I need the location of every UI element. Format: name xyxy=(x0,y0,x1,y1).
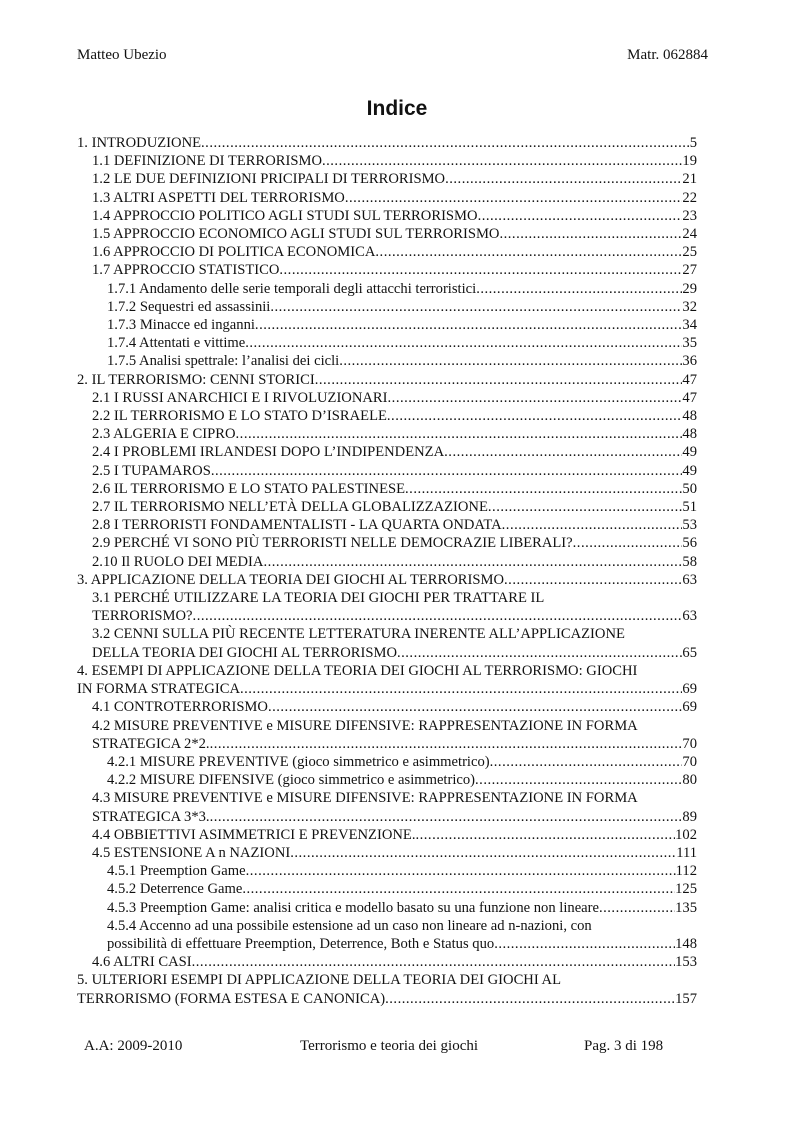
academic-year: A.A: 2009-2010 xyxy=(84,1038,183,1054)
author-name: Matteo Ubezio xyxy=(77,47,167,63)
dot-leader xyxy=(388,389,683,407)
toc-entry-page: 27 xyxy=(682,262,697,279)
toc-entry-title: 2.3 ALGERIA E CIPRO xyxy=(92,426,236,443)
toc-entry-title: 2.9 PERCHÉ VI SONO PIÙ TERRORISTI NELLE DEMOCRAZIE LIBERALI? xyxy=(92,535,573,552)
dot-leader xyxy=(499,225,682,243)
toc-entry-page: 65 xyxy=(682,644,697,661)
toc-entry-title: 4.1 CONTROTERRORISMO xyxy=(92,699,268,716)
toc-entry xyxy=(77,298,697,316)
toc-entry-title: 3. APPLICAZIONE DELLA TEORIA DEI GIOCHI AL TERRORISMO xyxy=(77,571,505,588)
dot-leader xyxy=(490,753,683,771)
toc-entry-page: 48 xyxy=(682,426,697,443)
toc-entry-page: 50 xyxy=(682,480,697,497)
dot-leader xyxy=(339,352,682,370)
toc-entry xyxy=(77,170,697,188)
toc-entry-title: 2. IL TERRORISMO: CENNI STORICI xyxy=(77,371,315,388)
toc-entry xyxy=(77,152,697,170)
toc-entry-page: 89 xyxy=(682,808,697,825)
toc-entry-page: 23 xyxy=(682,207,697,224)
toc-entry-page: 51 xyxy=(682,499,697,516)
toc-entry xyxy=(77,389,697,407)
toc-entry xyxy=(77,662,697,698)
toc-entry-title: 5. ULTERIORI ESEMPI DI APPLICAZIONE DELLA TEORIA DEI GIOCHI AL xyxy=(77,972,562,989)
toc-entry-title: 4.5.4 Accenno ad una possibile estensione ad un caso non lineare ad n-nazioni, con xyxy=(107,917,592,934)
dot-leader xyxy=(345,189,683,207)
toc-entry xyxy=(77,443,697,461)
toc-entry xyxy=(77,826,697,844)
toc-entry-page: 47 xyxy=(682,371,697,388)
thesis-subject: Terrorismo e teoria dei giochi xyxy=(300,1038,479,1054)
toc-entry-page: 19 xyxy=(682,153,697,170)
dot-leader xyxy=(240,680,682,698)
dot-leader xyxy=(475,771,682,789)
toc-entry-title: 1.5 APPROCCIO ECONOMICO AGLI STUDI SUL TERRORISMO xyxy=(92,226,500,243)
toc-entry-title: 3.1 PERCHÉ UTILIZZARE LA TEORIA DEI GIOCHI PER TRATTARE IL xyxy=(92,590,545,607)
toc-entry-title: 4. ESEMPI DI APPLICAZIONE DELLA TEORIA DEI GIOCHI AL TERRORISMO: GIOCHI xyxy=(77,662,638,679)
dot-leader xyxy=(270,298,682,316)
dot-leader xyxy=(242,880,675,898)
toc-entry-title: 1.7.3 Minacce ed inganni xyxy=(107,317,255,334)
dot-leader xyxy=(236,425,683,443)
toc-entry-title: 4.2.2 MISURE DIFENSIVE (gioco simmetrico e asimmetrico) xyxy=(107,772,476,789)
toc-entry-title: 4.3 MISURE PREVENTIVE e MISURE DIFENSIVE: RAPPRESENTAZIONE IN FORMA xyxy=(92,790,638,807)
toc-entry-title: 2.1 I RUSSI ANARCHICI E I RIVOLUZIONARI xyxy=(92,389,388,406)
toc-entry-title: 1. INTRODUZIONE xyxy=(77,135,202,151)
toc-entry-title: STRATEGICA 3*3. xyxy=(92,808,210,825)
toc-entry-page: 49 xyxy=(682,462,697,479)
toc-entry xyxy=(77,207,697,225)
dot-leader xyxy=(246,862,676,880)
toc-entry-title: 1.7 APPROCCIO STATISTICO xyxy=(92,262,280,279)
toc-entry xyxy=(77,917,697,953)
toc-entry-page: 49 xyxy=(682,444,697,461)
toc-entry xyxy=(77,771,697,789)
toc-entry-page: 25 xyxy=(682,244,697,261)
dot-leader xyxy=(245,334,682,352)
toc-entry-page: 63 xyxy=(682,571,697,588)
dot-leader xyxy=(502,516,683,534)
toc-entry-title: 1.7.4 Attentati e vittime xyxy=(107,335,246,352)
toc-entry-page: 69 xyxy=(682,699,697,716)
dot-leader xyxy=(263,553,682,571)
toc-entry-title: 2.4 I PROBLEMI IRLANDESI DOPO L’INDIPENDENZA xyxy=(92,444,445,461)
table-of-contents xyxy=(77,134,697,1008)
toc-entry xyxy=(77,134,697,152)
dot-leader xyxy=(255,316,682,334)
toc-entry-page: 153 xyxy=(675,954,697,971)
toc-entry xyxy=(77,243,697,261)
dot-leader xyxy=(573,534,683,552)
dot-leader xyxy=(488,498,683,516)
toc-entry xyxy=(77,425,697,443)
dot-leader xyxy=(599,899,675,917)
toc-entry-page: 48 xyxy=(682,408,697,425)
toc-entry-page: 32 xyxy=(682,298,697,315)
dot-leader xyxy=(385,990,675,1008)
toc-entry xyxy=(77,280,697,298)
dot-leader xyxy=(211,462,683,480)
toc-entry-title: 1.4 APPROCCIO POLITICO AGLI STUDI SUL TERRORISMO xyxy=(92,207,478,224)
matricola: Matr. 062884 xyxy=(627,47,708,63)
page-footer xyxy=(0,1038,794,1058)
dot-leader xyxy=(290,844,676,862)
toc-entry-page: 111 xyxy=(676,844,697,861)
toc-entry-page: 53 xyxy=(682,517,697,534)
toc-entry-title: 3.2 CENNI SULLA PIÙ RECENTE LETTERATURA INERENTE ALL’APPLICAZIONE xyxy=(92,626,625,643)
toc-entry-title: 1.2 LE DUE DEFINIZIONI PRICIPALI DI TERRORISMO xyxy=(92,171,446,188)
page-title: Indice xyxy=(366,97,428,120)
toc-entry-title: 4.6 ALTRI CASI xyxy=(92,954,192,971)
toc-entry-title: 1.7.2 Sequestri ed assassinii xyxy=(107,298,271,315)
dot-leader xyxy=(268,698,682,716)
toc-entry xyxy=(77,899,697,917)
toc-entry-page: 70 xyxy=(682,735,697,752)
toc-entry xyxy=(77,334,697,352)
toc-entry-page: 69 xyxy=(682,681,697,698)
toc-entry xyxy=(77,589,697,625)
toc-entry-title: possibilità di effettuare Preemption, Deterrence, Both e Status quo xyxy=(107,935,495,952)
toc-entry-page: 56 xyxy=(682,535,697,552)
toc-entry-title: 1.6 APPROCCIO DI POLITICA ECONOMICA xyxy=(92,244,376,261)
dot-leader xyxy=(494,935,675,953)
toc-entry-page: 63 xyxy=(682,608,697,625)
toc-entry-page: 5 xyxy=(689,135,697,151)
dot-leader xyxy=(476,280,682,298)
toc-entry-title: 2.10 Il RUOLO DEI MEDIA xyxy=(92,553,264,570)
dot-leader xyxy=(504,571,682,589)
toc-entry-page: 35 xyxy=(682,335,697,352)
toc-entry xyxy=(77,225,697,243)
dot-leader xyxy=(192,953,676,971)
toc-entry-page: 58 xyxy=(682,553,697,570)
dot-leader xyxy=(445,170,682,188)
toc-entry xyxy=(77,753,697,771)
toc-entry xyxy=(77,789,697,825)
toc-entry-title: 2.6 IL TERRORISMO E LO STATO PALESTINESE xyxy=(92,480,406,497)
toc-entry xyxy=(77,880,697,898)
toc-entry-title: 4.5 ESTENSIONE A n NAZIONI xyxy=(92,844,291,861)
toc-entry-page: 148 xyxy=(675,935,697,952)
dot-leader xyxy=(193,607,683,625)
toc-entry xyxy=(77,953,697,971)
toc-entry xyxy=(77,844,697,862)
toc-entry xyxy=(77,462,697,480)
toc-entry xyxy=(77,316,697,334)
toc-entry-page: 29 xyxy=(682,280,697,297)
toc-entry-page: 22 xyxy=(682,189,697,206)
toc-entry xyxy=(77,717,697,753)
toc-entry xyxy=(77,698,697,716)
toc-entry-title: DELLA TEORIA DEI GIOCHI AL TERRORISMO xyxy=(92,644,397,661)
toc-entry-title: IN FORMA STRATEGICA xyxy=(77,681,240,698)
toc-entry-page: 80 xyxy=(682,772,697,789)
toc-entry-title: TERRORISMO (FORMA ESTESA E CANONICA) xyxy=(77,990,386,1007)
toc-entry xyxy=(77,498,697,516)
toc-entry-page: 125 xyxy=(675,881,697,898)
toc-entry xyxy=(77,371,697,389)
dot-leader xyxy=(201,134,690,152)
toc-entry-page: 102 xyxy=(675,826,697,843)
toc-entry-page: 34 xyxy=(682,317,697,334)
toc-entry xyxy=(77,862,697,880)
dot-leader xyxy=(210,808,683,826)
page-number: Pag. 3 di 198 xyxy=(584,1038,664,1054)
toc-entry xyxy=(77,189,697,207)
toc-entry-title: 2.2 IL TERRORISMO E LO STATO D’ISRAELE xyxy=(92,408,387,425)
toc-entry-title: 4.5.2 Deterrence Game xyxy=(107,881,243,898)
toc-entry xyxy=(77,407,697,425)
toc-entry-title: 4.5.3 Preemption Game: analisi critica e modello basato su una funzione non lineare xyxy=(107,899,599,916)
toc-entry-title: 4.4 OBBIETTIVI ASIMMETRICI E PREVENZIONE. xyxy=(92,826,416,843)
toc-entry-page: 47 xyxy=(682,389,697,406)
toc-entry xyxy=(77,625,697,661)
dot-leader xyxy=(279,261,682,279)
dot-leader xyxy=(375,243,682,261)
toc-entry-title: 2.8 I TERRORISTI FONDAMENTALISTI - LA QUARTA ONDATA xyxy=(92,517,502,534)
dot-leader xyxy=(210,735,683,753)
toc-entry-title: 1.7.5 Analisi spettrale: l’analisi dei cicli xyxy=(107,353,340,370)
toc-entry-title: 1.7.1 Andamento delle serie temporali degli attacchi terroristici xyxy=(107,280,477,297)
toc-entry-title: 4.5.1 Preemption Game xyxy=(107,863,246,880)
toc-entry-title: 1.3 ALTRI ASPETTI DEL TERRORISMO xyxy=(92,189,345,206)
dot-leader xyxy=(315,371,683,389)
toc-entry-title: 2.7 IL TERRORISMO NELL’ETÀ DELLA GLOBALIZZAZIONE xyxy=(92,499,488,516)
toc-entry xyxy=(77,261,697,279)
toc-entry-title: 2.5 I TUPAMAROS xyxy=(92,462,211,479)
toc-entry-page: 112 xyxy=(675,863,697,880)
dot-leader xyxy=(405,480,682,498)
toc-entry xyxy=(77,516,697,534)
toc-entry-page: 36 xyxy=(682,353,697,370)
toc-entry-page: 21 xyxy=(682,171,697,188)
toc-entry-page: 24 xyxy=(682,226,697,243)
dot-leader xyxy=(322,152,682,170)
toc-entry xyxy=(77,971,697,1007)
dot-leader xyxy=(478,207,683,225)
toc-entry-page: 135 xyxy=(675,899,697,916)
dot-leader xyxy=(397,644,682,662)
dot-leader xyxy=(415,826,675,844)
toc-entry xyxy=(77,534,697,552)
dot-leader xyxy=(444,443,682,461)
dot-leader xyxy=(387,407,683,425)
toc-entry xyxy=(77,553,697,571)
page-header xyxy=(77,47,708,67)
toc-entry-title: 1.1 DEFINIZIONE DI TERRORISMO xyxy=(92,153,322,170)
toc-entry-title: STRATEGICA 2*2. xyxy=(92,735,210,752)
toc-entry xyxy=(77,571,697,589)
toc-entry xyxy=(77,352,697,370)
toc-entry-page: 157 xyxy=(675,990,697,1007)
toc-entry-title: 4.2.1 MISURE PREVENTIVE (gioco simmetrico e asimmetrico) xyxy=(107,753,490,770)
toc-entry xyxy=(77,480,697,498)
toc-entry-title: 4.2 MISURE PREVENTIVE e MISURE DIFENSIVE: RAPPRESENTAZIONE IN FORMA xyxy=(92,717,638,734)
toc-entry-title: TERRORISMO? xyxy=(92,608,193,625)
toc-entry-page: 70 xyxy=(682,753,697,770)
